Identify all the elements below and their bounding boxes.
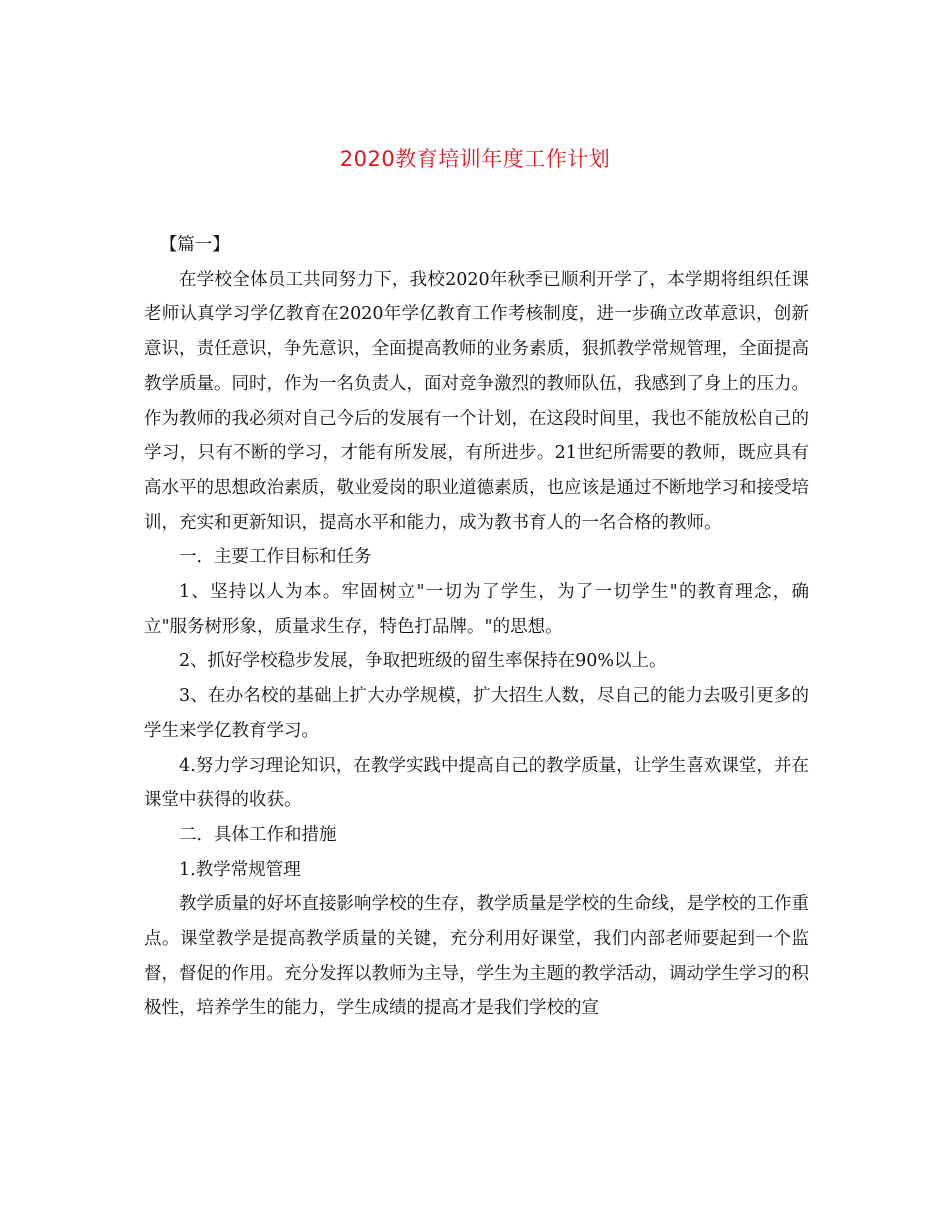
heading-measures: 二．具体工作和措施 [179, 824, 337, 845]
goal-item-3: 3、在办名校的基础上扩大办学规模，扩大招生人数，尽自己的能力去吸引更多的学生来学亿教育学习。 [144, 686, 809, 741]
paragraph-teaching-quality: 教学质量的好坏直接影响学校的生存，教学质量是学校的生命线，是学校的工作重点。课堂教学是提高教学质量的关键，充分利用好课堂，我们内部老师要起到一个监督，督促的作用。充分发挥以教师为主导，学生为主题的教学活动，调动学生学习的积极性，培养学生的能力，学生成绩的提高才是我们学校的宣 [144, 894, 809, 1019]
goal-item-4: 4.努力学习理论知识，在教学实践中提高自己的教学质量，让学生喜欢课堂，并在课堂中获得的收获。 [144, 755, 809, 811]
document-title: 2020教育培训年度工作计划 [339, 147, 611, 171]
document-body [144, 228, 809, 1026]
section-label: 【篇一】 [159, 235, 230, 255]
subheading-teaching-management: 1.教学常规管理 [179, 859, 301, 880]
heading-goals: 一．主要工作目标和任务 [179, 547, 372, 568]
paragraph-intro: 在学校全体员工共同努力下，我校2020年秋季已顺利开学了，本学期将组织任课老师认真学习学亿教育在2020年学亿教育工作考核制度，进一步确立改革意识，创新意识，责任意识，争先意识，全面提高教师的业务素质，狠抓教学常规管理，全面提高教学质量。同时，作为一名负责人，面对竞争激烈的教师队伍，我感到了身上的压力。作为教师的我必须对自己今后的发展有一个计划，在这段时间里，我也不能放松自己的学习，只有不断的学习，才能有所发展，有所进步。21世纪所需要的教师，既应具有高水平的思想政治素质，敬业爱岗的职业道德素质，也应该是通过不断地学习和接受培训，充实和更新知识，提高水平和能力，成为教书育人的一名合格的教师。 [144, 269, 809, 533]
goal-item-2: 2、抓好学校稳步发展，争取把班级的留生率保持在90%以上。 [179, 651, 667, 672]
goal-item-1: 1、坚持以人为本。牢固树立"一切为了学生，为了一切学生"的教育理念，确立"服务树形象，质量求生存，特色打品牌。"的思想。 [144, 582, 809, 637]
